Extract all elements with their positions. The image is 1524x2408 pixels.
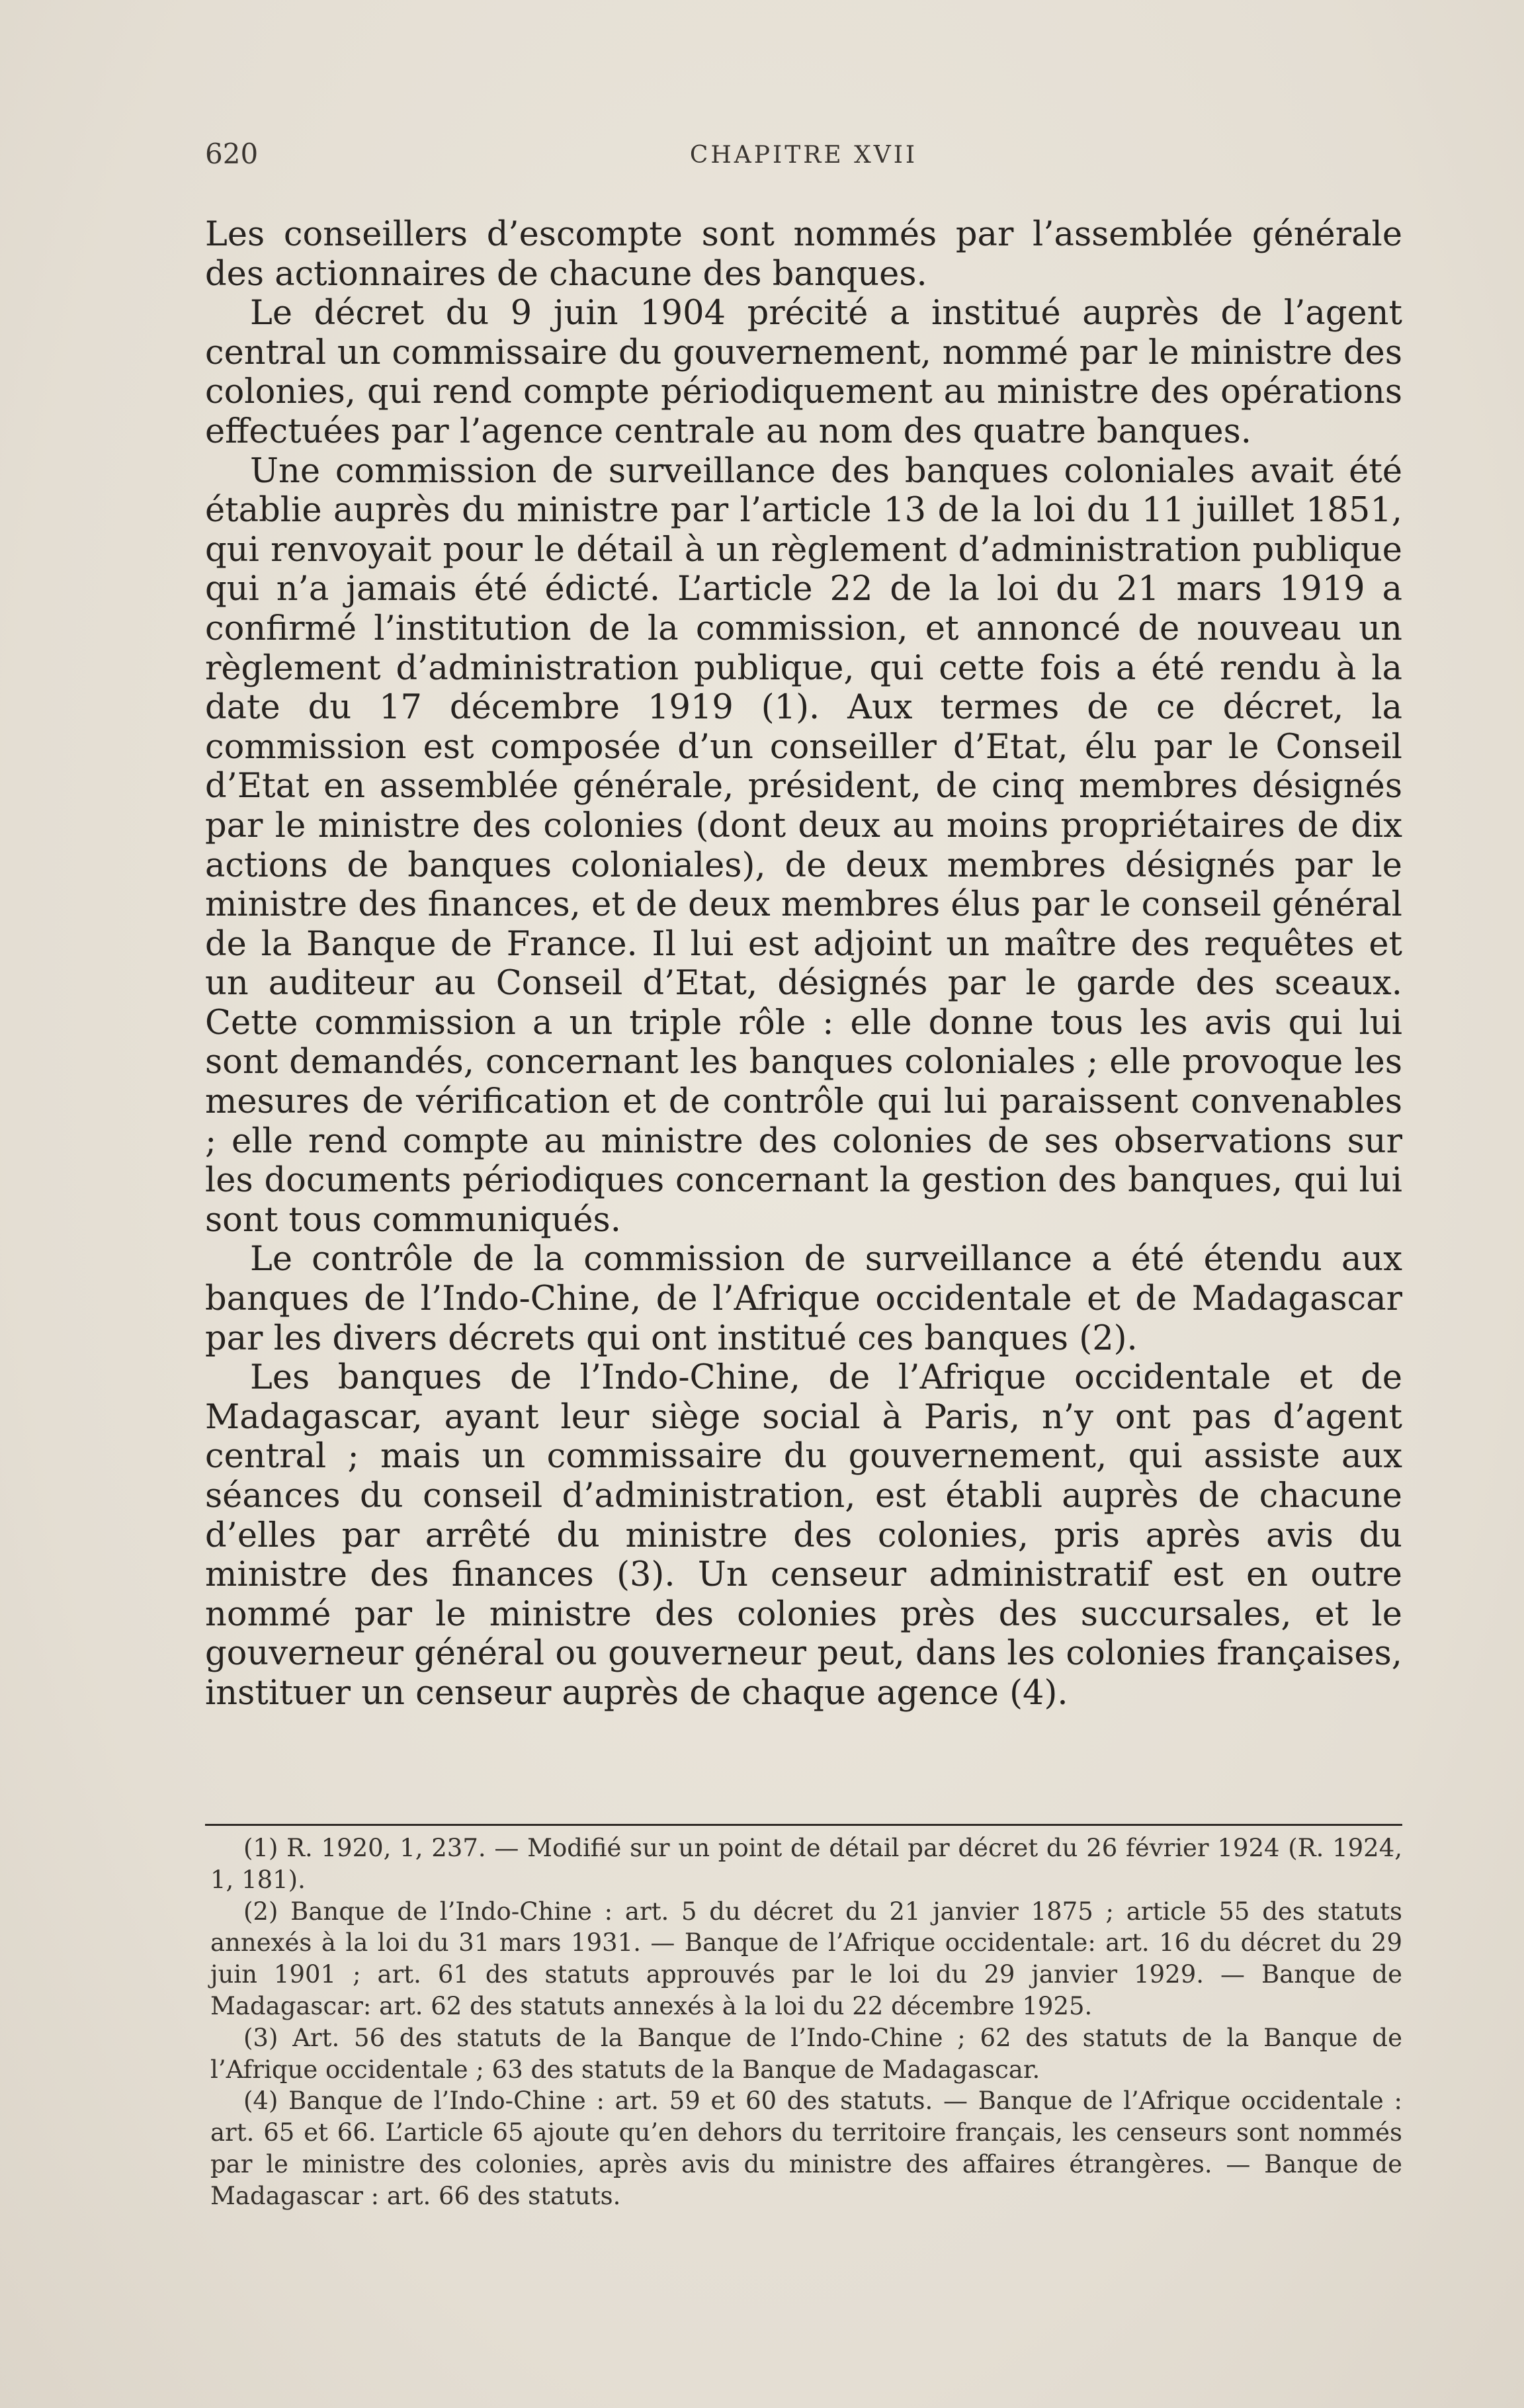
page-header — [205, 138, 1402, 177]
footnote: (4) Banque de l’Indo-Chine : art. 59 et 60 des statuts. — Banque de l’Afrique occidentale : art. 65 et 66. L’article 65 ajoute qu’en dehors du territoire français, les censeurs sont nommés par le ministre des colonies, après avis du ministre des affaires étrangères. — Banque de Madagascar : art. 66 des statuts. — [210, 2086, 1402, 2210]
paragraph: Le contrôle de la commission de surveillance a été étendu aux banques de l’Indo-Chine, de l’Afrique occidentale et de Madagascar par les divers décrets qui ont institué ces banques (2). — [205, 1240, 1402, 1358]
running-title: CHAPITRE XVII — [689, 142, 918, 169]
footnote: (3) Art. 56 des statuts de la Banque de l’Indo-Chine ; 62 des statuts de la Banque de l’Afrique occidentale ; 63 des statuts de la Banque de Madagascar. — [210, 2023, 1402, 2084]
paragraph: Les conseillers d’escompte sont nommés par l’assemblée générale des actionnaires de chacune des banques. — [205, 215, 1402, 294]
footnotes — [210, 1832, 1402, 2212]
paragraph: Une commission de surveillance des banques coloniales avait été établie auprès du ministre par l’article 13 de la loi du 11 juillet 1851, qui renvoyait pour le détail à un règlement d’administration publique qui n’a jamais été édicté. L’article 22 de la loi du 21 mars 1919 a confirmé l’institution de la commission, et annoncé de nouveau un règlement d’administration publique, qui cette fois a été rendu à la date du 17 décembre 1919 (1). Aux termes de ce décret, la commission est composée d’un conseiller d’Etat, élu par le Conseil d’Etat en assemblée générale, président, de cinq membres désignés par le ministre des colonies (dont deux au moins propriétaires de dix actions de banques coloniales), de deux membres désignés par le ministre des finances, et de deux membres élus par le conseil général de la Banque de France. Il lui est adjoint un maître des requêtes et un auditeur au Conseil d’Etat, désignés par le garde des sceaux. Cette commission a un triple rôle : elle donne tous les avis qui lui sont demandés, concernant les banques coloniales ; elle provoque les mesures de vérification et de contrôle qui lui paraissent convenables ; elle rend compte au ministre des colonies de ses observations sur les documents périodiques concernant la gestion des banques, qui lui sont tous communiqués. — [205, 451, 1402, 1240]
paragraph: Les banques de l’Indo-Chine, de l’Afrique occidentale et de Madagascar, ayant leur siège social à Paris, n’y ont pas d’agent central ; mais un commissaire du gouvernement, qui assiste aux séances du conseil d’administration, est établi auprès de chacune d’elles par arrêté du ministre des colonies, pris après avis du ministre des finances (3). Un censeur administratif est en outre nommé par le ministre des colonies près des succursales, et le gouverneur général ou gouverneur peut, dans les colonies françaises, instituer un censeur auprès de chaque agence (4). — [205, 1358, 1402, 1713]
footnote-separator — [205, 1824, 1402, 1826]
body-text — [205, 215, 1402, 1713]
footnote: (1) R. 1920, 1, 237. — Modifié sur un point de détail par décret du 26 février 1924 (R. 1924, 1, 181). — [210, 1834, 1402, 1894]
page-number: 620 — [205, 138, 259, 170]
footnote: (2) Banque de l’Indo-Chine : art. 5 du décret du 21 janvier 1875 ; article 55 des statuts annexés à la loi du 31 mars 1931. — Banque de l’Afrique occidentale: art. 16 du décret du 29 juin 1901 ; art. 61 des statuts approuvés par le loi du 29 janvier 1929. — Banque de Madagascar: art. 62 des statuts annexés à la loi du 22 décembre 1925. — [210, 1897, 1402, 2020]
paragraph: Le décret du 9 juin 1904 précité a institué auprès de l’agent central un commissaire du gouvernement, nommé par le ministre des colonies, qui rend compte périodiquement au ministre des opérations effectuées par l’agence centrale au nom des quatre banques. — [205, 294, 1402, 451]
